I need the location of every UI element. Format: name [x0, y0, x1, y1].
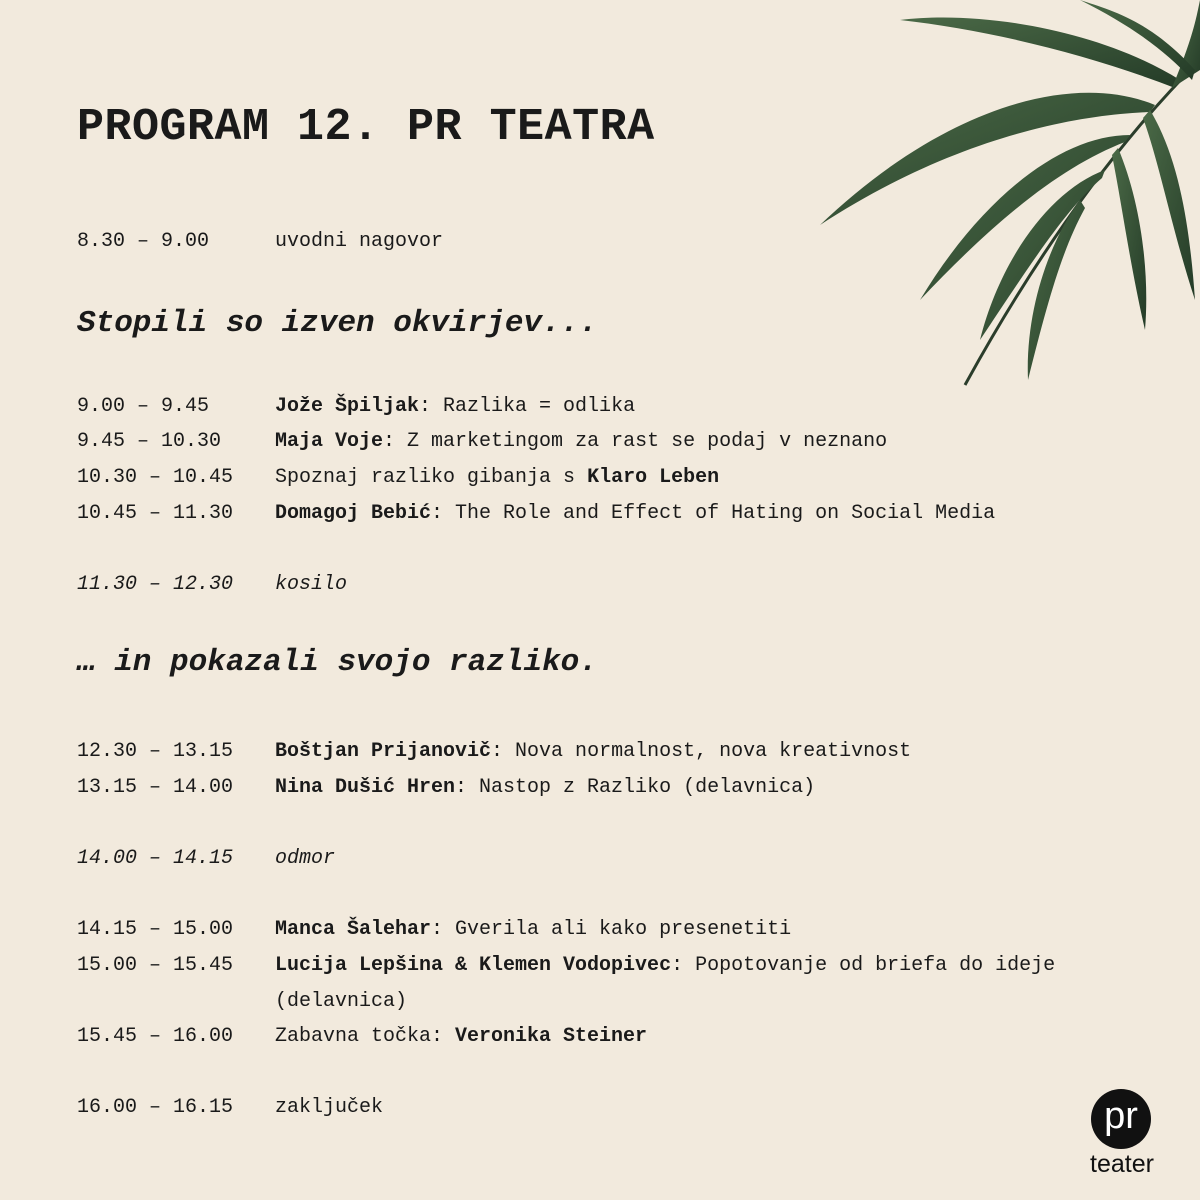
session-title: : Nastop z Razliko (delavnica)	[455, 776, 816, 799]
schedule-row-closing	[77, 1090, 1065, 1126]
schedule-row	[77, 460, 1065, 496]
time-slot: 10.45 – 11.30	[77, 502, 234, 525]
time-slot: 12.30 – 13.15	[77, 740, 234, 763]
time-slot: 14.00 – 14.15	[77, 847, 234, 870]
time-slot: 14.15 – 15.00	[77, 918, 234, 941]
time-slot: 9.00 – 9.45	[77, 395, 210, 418]
session-title: : Gverila ali kako presenetiti	[431, 918, 792, 941]
schedule-row	[77, 424, 1065, 460]
schedule-row	[77, 948, 1065, 1020]
pr-teater-logo	[1084, 1089, 1160, 1179]
time-slot: 9.45 – 10.30	[77, 430, 222, 453]
schedule-row	[77, 1019, 1065, 1055]
time-slot: 15.00 – 15.45	[77, 954, 234, 977]
time-slot: 10.30 – 10.45	[77, 466, 234, 489]
logo-mark: pr	[1091, 1089, 1151, 1149]
session-description: kosilo	[275, 573, 348, 596]
schedule-row-intro	[77, 224, 1065, 260]
schedule-row	[77, 734, 1065, 770]
schedule-row	[77, 770, 1065, 806]
speaker-name: Nina Dušić Hren	[275, 776, 456, 799]
session-description: uvodni nagovor	[275, 230, 444, 253]
speaker-name: Lucija Lepšina & Klemen Vodopivec	[275, 954, 672, 977]
logo-wordmark: teater	[1090, 1150, 1154, 1178]
session-title: Zabavna točka:	[275, 1025, 456, 1048]
speaker-name: Boštjan Prijanovič	[275, 740, 492, 763]
speaker-name: Domagoj Bebić	[275, 502, 432, 525]
time-slot: 11.30 – 12.30	[77, 573, 234, 596]
session-description: zaključek	[275, 1096, 384, 1119]
speaker-name: Jože Špiljak	[275, 395, 420, 418]
section-heading-1: Stopili so izven okvirjev...	[77, 306, 598, 341]
schedule-row	[77, 912, 1065, 948]
time-slot: 16.00 – 16.15	[77, 1096, 234, 1119]
speaker-name: Veronika Steiner	[455, 1025, 648, 1048]
section-heading-2: … in pokazali svojo razliko.	[77, 645, 598, 680]
schedule-row-break	[77, 841, 1065, 877]
time-slot: 15.45 – 16.00	[77, 1025, 234, 1048]
session-description: odmor	[275, 847, 336, 870]
speaker-name: Maja Voje	[275, 430, 384, 453]
schedule-row	[77, 389, 1065, 425]
palm-leaf-icon	[800, 0, 1200, 400]
speaker-name: Klaro Leben	[587, 466, 720, 489]
session-title: : Z marketingom za rast se podaj v neznano	[383, 430, 888, 453]
session-title: : The Role and Effect of Hating on Social Media	[431, 502, 996, 525]
time-slot: 8.30 – 9.00	[77, 230, 210, 253]
page-title: PROGRAM 12. PR TEATRA	[77, 102, 655, 153]
session-title: : Popotovanje od briefa do ideje (delavnica)	[275, 954, 1056, 1013]
time-slot: 13.15 – 14.00	[77, 776, 234, 799]
schedule-row-lunch	[77, 567, 1065, 603]
session-title: Spoznaj razliko gibanja s	[275, 466, 588, 489]
session-title: : Nova normalnost, nova kreativnost	[491, 740, 912, 763]
speaker-name: Manca Šalehar	[275, 918, 432, 941]
session-title: : Razlika = odlika	[419, 395, 636, 418]
schedule-row	[77, 496, 1065, 532]
